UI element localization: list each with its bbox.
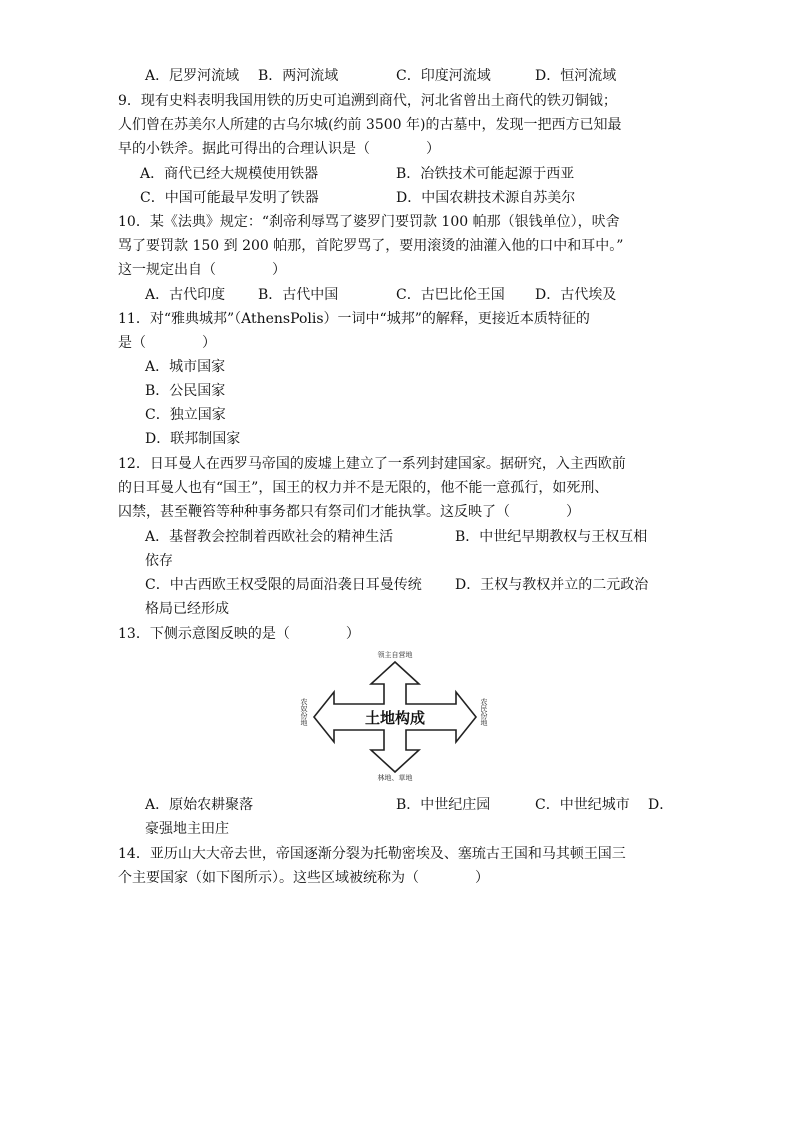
question-12-stem-line-3: 囚禁，甚至鞭笞等种种事务都只有祭司们才能执掌。这反映了（ ） xyxy=(118,504,580,520)
question-10-stem-line-1: 10．某《法典》规定：“刹帝利辱骂了婆罗门要罚款 100 帕那（银钱单位），吠舍 xyxy=(118,214,620,230)
option-b[interactable]: B．中世纪早期教权与王权互相 xyxy=(455,529,648,545)
option-c[interactable]: C．中世纪城市 xyxy=(535,797,630,813)
question-13-stem-line-1: 13．下侧示意图反映的是（ ） xyxy=(118,626,360,642)
option-c[interactable]: C．中国可能最早发明了铁器 xyxy=(140,190,319,206)
option-d[interactable]: D．王权与教权并立的二元政治 xyxy=(455,577,649,593)
option-d[interactable]: D．恒河流域 xyxy=(535,68,617,84)
option-a[interactable]: A．尼罗河流域 xyxy=(145,68,240,84)
diagram-top-label: 领主自营地 xyxy=(377,651,413,659)
option-a[interactable]: A．古代印度 xyxy=(145,287,226,303)
question-14-stem-line-1: 14．亚历山大大帝去世，帝国逐渐分裂为托勒密埃及、塞琉古王国和马其顿王国三 xyxy=(118,846,626,862)
diagram-right-label: 农民份地 xyxy=(480,698,488,726)
option-b[interactable]: B．中世纪庄园 xyxy=(396,797,491,813)
option-c[interactable]: C．古巴比伦王国 xyxy=(396,287,505,303)
question-14-stem-line-2: 个主要国家（如下图所示）。这些区域被统称为（ ） xyxy=(118,870,489,886)
option-d[interactable]: D． xyxy=(648,797,674,813)
option-b[interactable]: B．冶铁技术可能起源于西亚 xyxy=(396,166,575,182)
question-9-stem-line-2: 人们曾在苏美尔人所建的古乌尔城(约前 3500 年)的古墓中，发现一把西方已知最 xyxy=(118,117,622,133)
question-11-stem-line-2: 是（ ） xyxy=(118,335,216,351)
option-c[interactable]: C．中古西欧王权受限的局面沿袭日耳曼传统 xyxy=(145,577,422,593)
option-d[interactable]: D．古代埃及 xyxy=(535,287,617,303)
diagram-left-label: 农奴份地 xyxy=(300,698,308,726)
question-10-stem-line-2: 骂了要罚款 150 到 200 帕那，首陀罗骂了，要用滚烫的油灌入他的口中和耳中。” xyxy=(118,238,624,254)
option-b[interactable]: B．古代中国 xyxy=(258,287,339,303)
diagram-center-label: 土地构成 xyxy=(364,709,426,727)
land-composition-diagram xyxy=(296,648,494,782)
option-d-continued: 格局已经形成 xyxy=(145,601,229,617)
option-b[interactable]: B．公民国家 xyxy=(145,383,226,399)
question-10-stem-line-3: 这一规定出自（ ） xyxy=(118,262,286,278)
option-b[interactable]: B．两河流域 xyxy=(258,68,339,84)
question-9-stem-line-3: 早的小铁斧。据此可得出的合理认识是（ ） xyxy=(118,141,440,157)
question-12-stem-line-1: 12．日耳曼人在西罗马帝国的废墟上建立了一系列封建国家。据研究，入主西欧前 xyxy=(118,456,626,472)
option-c[interactable]: C．独立国家 xyxy=(145,407,226,423)
option-a[interactable]: A．商代已经大规模使用铁器 xyxy=(140,166,319,182)
option-a[interactable]: A．基督教会控制着西欧社会的精神生活 xyxy=(145,529,394,545)
option-a[interactable]: A．原始农耕聚落 xyxy=(145,797,254,813)
diagram-bottom-label: 林地、草地 xyxy=(377,774,413,782)
option-a[interactable]: A．城市国家 xyxy=(145,359,226,375)
question-12-stem-line-2: 的日耳曼人也有“国王”，国王的权力并不是无限的，他不能一意孤行，如死刑、 xyxy=(118,480,609,496)
option-c[interactable]: C．印度河流域 xyxy=(396,68,491,84)
question-11-stem-line-1: 11．对“雅典城邦”（AthensPolis）一词中“城邦”的解释，更接近本质特征的 xyxy=(118,311,590,327)
option-d-continued: 豪强地主田庄 xyxy=(145,821,229,837)
option-d[interactable]: D．联邦制国家 xyxy=(145,431,241,447)
option-b-continued: 依存 xyxy=(145,553,173,569)
option-d[interactable]: D．中国农耕技术源自苏美尔 xyxy=(396,190,576,206)
question-9-stem-line-1: 9．现有史料表明我国用铁的历史可追溯到商代，河北省曾出土商代的铁刃铜钺； xyxy=(118,93,617,109)
